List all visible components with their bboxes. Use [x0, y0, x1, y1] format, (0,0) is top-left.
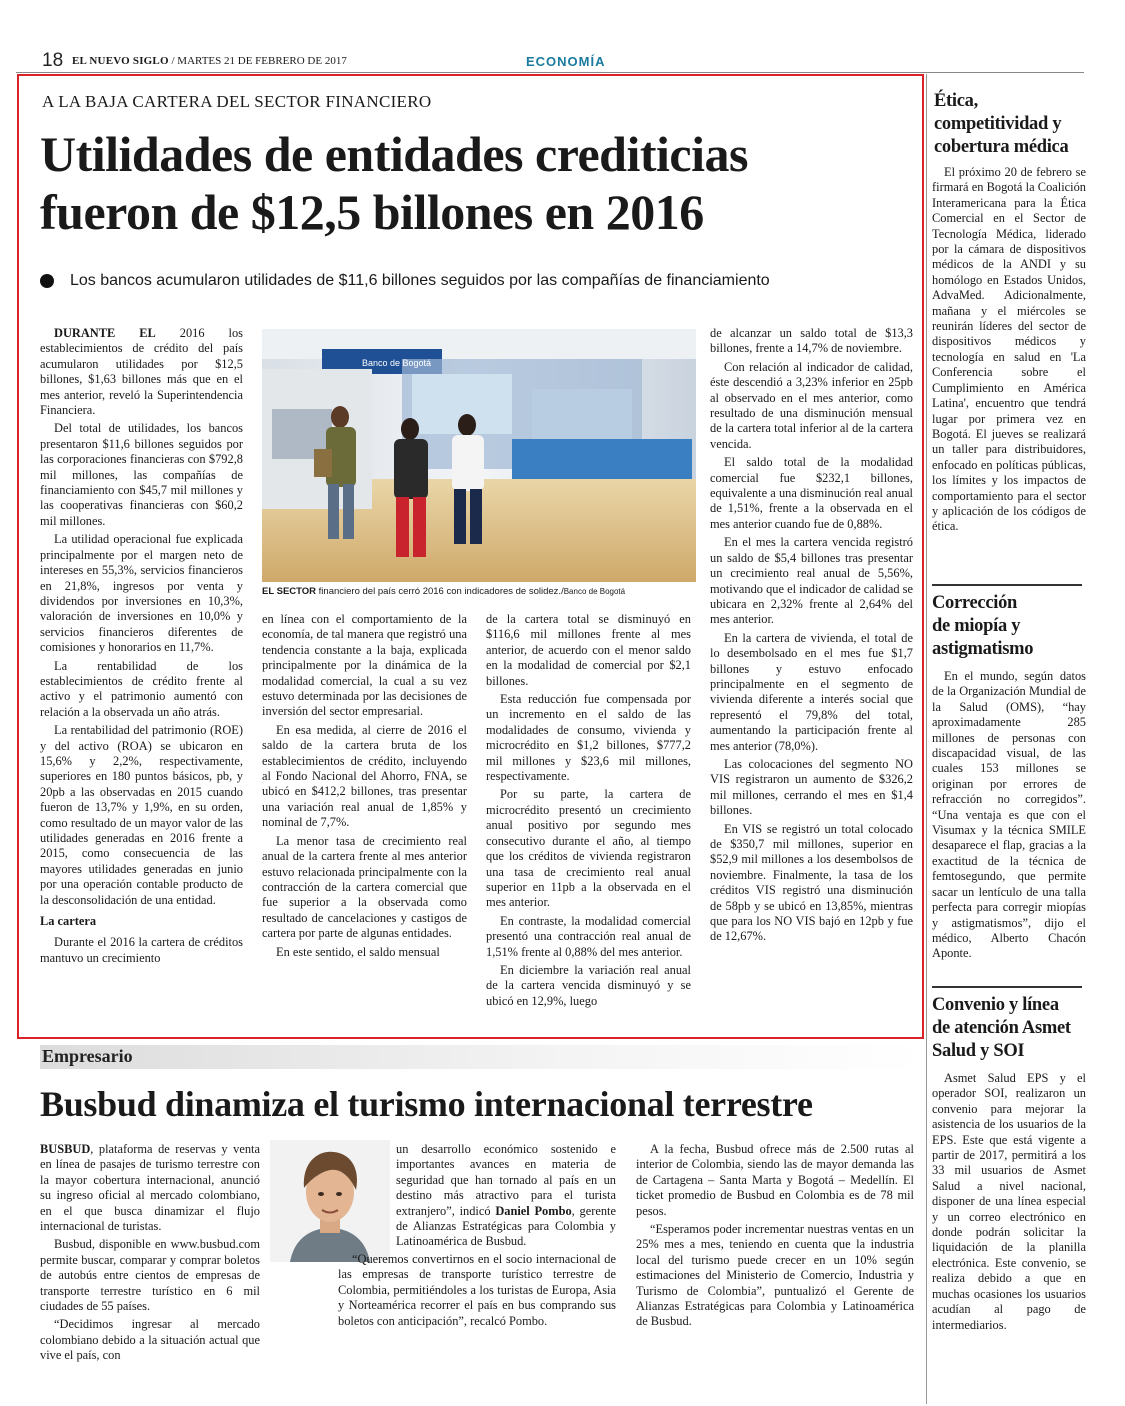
header-rule	[16, 72, 1084, 73]
paragraph: Las colocaciones del segmento NO VIS registraron un aumento de $326,2 mil millones, cerrando el mes en $1,4 billones.	[710, 756, 913, 818]
person-name: Daniel Pombo	[495, 1203, 572, 1218]
paragraph: En la cartera de vivienda, el total de lo desembolsado en el mes fue $1,7 billones y estuvo enfocado principalmente en el segmento de vivienda diferente a interés social que representó el 79,8% del total, aumentando la participación frente al mes anterior (78,0%).	[710, 630, 913, 753]
deck-text: Los bancos acumularon utilidades de $11,6 billones seguidos por las compañías de financiamiento	[70, 272, 770, 289]
article-column-4	[710, 326, 913, 948]
paragraph: Esta reducción fue compensada por un incremento en el saldo de las modalidades de consumo, vivienda y microcrédito en $1,2 billones, $777,2 mil millones y $23,6 mil millones, respectivamente.	[486, 692, 691, 784]
section-label: ECONOMÍA	[526, 54, 606, 69]
article-photo	[262, 329, 696, 582]
sidebar-title	[928, 592, 1088, 661]
article-column-1	[40, 326, 243, 969]
portrait-photo	[270, 1140, 390, 1262]
paragraph: En el mes la cartera vencida registró un saldo de $5,4 billones tras presentar un crecimiento real anual de 5,56%, motivando que el indicador de calidad se ubicara en 2,32% frente al 2,64% del mes anterior.	[710, 535, 913, 627]
paragraph: Con relación al indicador de calidad, éste descendió a 3,23% inferior en 25pb al observado en el mes anterior, como resultado de una disminución mensual de la cartera total inferior al de la cartera vencida.	[710, 359, 913, 451]
paragraph-text: , gerente de Alianzas Estratégicas para Colombia y Latinoamérica de Busbud.	[396, 1203, 616, 1249]
paragraph: En contraste, la modalidad comercial presentó una contracción real anual de 1,51% frente al 0,88% del mes anterior.	[486, 913, 691, 959]
article-deck	[40, 272, 920, 290]
paragraph: de la cartera total se disminuyó en $116,6 mil millones frente al mes anterior, de acuerdo con el menor saldo en la modalidad de comercial por $2,1 billones.	[486, 612, 691, 688]
paragraph-text: un desarrollo económico sostenido e importantes avances en materia de seguridad que han tornado al país en un destino más atractivo para el turista extranjero”, indicó	[396, 1142, 616, 1218]
sidebar-title	[928, 90, 1088, 159]
sidebar-text	[928, 159, 1086, 535]
bank-sign-text: Banco de Bogotá	[362, 358, 432, 368]
title-line: cobertura médica	[934, 137, 1069, 157]
title-line: astigmatismo	[932, 639, 1034, 659]
headline-line-1: Utilidades de entidades crediticias	[40, 126, 748, 182]
subheading: La cartera	[40, 914, 97, 929]
photo-credit: Banco de Bogotá	[563, 587, 626, 596]
busbud-column-2-continued	[338, 1252, 616, 1332]
paragraph: Del total de utilidades, los bancos presentaron $11,6 billones seguidos por las corporaciones financieras con $792,8 mil millones, las compañías de financiamiento con $45,7 mil millones y las cooperativas financieras con $60,2 mil millones.	[40, 421, 243, 528]
sidebar-divider	[926, 74, 927, 1404]
headline-line-2: fueron de $12,5 billones en 2016	[40, 184, 704, 240]
portrait-image	[270, 1140, 390, 1262]
paragraph: En diciembre la variación real anual de la cartera vencida disminuyó y se ubicó en 12,9%, luego	[486, 962, 691, 1008]
paper-name: EL NUEVO SIGLO	[72, 55, 169, 67]
section-band	[40, 1045, 922, 1069]
busbud-headline: Busbud dinamiza el turismo internacional terrestre	[40, 1084, 813, 1124]
title-line: Convenio y línea	[932, 995, 1059, 1015]
sidebar-rule	[932, 584, 1082, 586]
sidebar-rule	[932, 986, 1082, 988]
title-line: de atención Asmet	[932, 1018, 1071, 1038]
paragraph: El saldo total de la modalidad comercial fue $232,1 billones, equivalente a una disminución real anual de 1,51%, frente a la observada en el mes anterior cuando fue de 0,88%.	[710, 455, 913, 531]
paragraph: En VIS se registró un total colocado de $350,7 mil millones, superior en $52,9 mil millones a los desembolsos de noviembre. Finalmente, la tasa de los créditos VIS registró una disminución de 58pb y se ubicó en 13,85%, mientras que para los NO VIS bajó en 12pb y fue de 12,67%.	[710, 821, 913, 944]
paragraph: En el mundo, según datos de la Organización Mundial de la Salud (OMS), “hay aproximadamente 285 millones de personas con discapacidad visual, de las cuales 153 millones se originan por errores de refracción no corregidos”. “Una ventaja es que con el Visumax y la técnica SMILE desaparece el flap, gracias a la exactitud de la técnica de femtosegundo, que permite sacar un lentículo de una talla perfecta para corregir miopías y astigmatismos”, dijo el médico, Alberto Chacón Aponte.	[932, 669, 1086, 961]
paragraph	[40, 1142, 260, 1234]
paragraph: El próximo 20 de febrero se firmará en Bogotá la Coalición Interamericana para la Ética Comercial en el Sector de Tecnología Médica, liderado por la cámara de dispositivos médicos de la ANDI y su homólogo en Estados Unidos, AdvaMed. Adicionalmente, mañana y el miércoles se reunirán líderes del sector de dispositivos médicos y tecnología en salud en 'La Conferencia sobre el Cumplimiento en América Latina', encuentro que tendrá lugar por primera vez en Bogotá. El jueves se realizará un taller para distribuidores, enfocado en políticas públicas, los límites y los impactos de comportamiento para el sector y aplicación de los códigos de ética.	[932, 165, 1086, 534]
paragraph: Por su parte, la cartera de microcrédito presentó un crecimiento anual positivo por segundo mes consecutivo durante el año, al tiempo que los créditos de vivienda registraron una tasa de crecimiento real anual superior en 11pb a la observada en el mes anterior.	[486, 787, 691, 910]
paragraph: A la fecha, Busbud ofrece más de 2.500 rutas al interior de Colombia, siendo las de mayor demanda las de Cartagena – Santa Marta y Bogotá – Medellín. El ticket promedio de Busbud en Colombia es de 78 mil pesos.	[636, 1142, 914, 1218]
article-column-2	[262, 612, 467, 963]
sidebar-title	[928, 994, 1088, 1063]
busbud-column-1	[40, 1142, 260, 1367]
paragraph: La menor tasa de crecimiento real anual de la cartera frente al mes anterior estuvo relacionada principalmente con la contracción de la cartera comercial que fue superior a la observada como resultado de cancelaciones y castigos de cartera por parte de algunas entidades.	[262, 833, 467, 941]
sidebar-item-1	[928, 90, 1088, 535]
issue-date: / MARTES 21 DE FEBRERO DE 2017	[171, 55, 347, 67]
article-kicker: A LA BAJA CARTERA DEL SECTOR FINANCIERO	[42, 92, 432, 111]
sidebar-text	[928, 661, 1086, 962]
paragraph: “Queremos convertirnos en el socio internacional de las empresas de transporte turístico terrestre de Colombia, permitiéndoles a los turistas de Europa, Asia y Norteamérica recorrer el país en bus comprando sus boletos con anticipación”, recalcó Pombo.	[338, 1252, 616, 1328]
article-column-3	[486, 612, 691, 1012]
paragraph: Busbud, disponible en www.busbud.com permite buscar, comparar y comprar boletos de autobús entre cientos de empresas de transporte terrestre turístico en 6 mil ciudades de 55 países.	[40, 1237, 260, 1314]
paragraph: “Esperamos poder incrementar nuestras ventas en un 25% mes a mes, teniendo en cuenta que la industria local del turismo puede crecer en un 10% según estimaciones del Ministerio de Comercio, Industria y Turismo de Colombia”, puntualizó el Gerente de Alianzas Estratégicas para Colombia y Latinoamérica de Busbud.	[636, 1222, 914, 1329]
paragraph: “Decidimos ingresar al mercado colombiano debido a la situación actual que vive el país, con	[40, 1317, 260, 1363]
sidebar-item-3	[928, 994, 1088, 1333]
paragraph: de alcanzar un saldo total de $13,3 billones, frente a 14,7% de noviembre.	[710, 326, 913, 356]
paragraph: En este sentido, el saldo mensual	[276, 944, 440, 959]
busbud-column-2	[396, 1142, 616, 1253]
section-label-empresario: Empresario	[42, 1046, 133, 1066]
paragraph: Durante el 2016 la cartera de créditos mantuvo un crecimiento	[40, 935, 243, 965]
title-line: Ética,	[934, 91, 978, 111]
paragraph: La rentabilidad de los establecimientos de crédito frente al activo y el patrimonio aumentó con relación a la observada un año atrás.	[40, 658, 243, 719]
lead-in: DURANTE EL	[54, 326, 156, 340]
bank-interior-photo	[262, 329, 696, 582]
article-headline	[40, 125, 920, 241]
sidebar-text	[928, 1063, 1086, 1333]
title-line: Corrección	[932, 593, 1018, 613]
caption-lead: EL SECTOR	[262, 586, 317, 597]
paragraph: En esa medida, al cierre de 2016 el saldo de la cartera bruta de los establecimientos de crédito, incluyendo al Fondo Nacional del Ahorro, FNA, se ubicó en $412,2 billones, tras presentar una variación real anual de 1,85% y nominal de 7,7%.	[262, 722, 467, 830]
paragraph: La rentabilidad del patrimonio (ROE) y del activo (ROA) se ubicaron en 15,6% y 2,2%, respectivamente, superiores en 180 puntos básicos, pb, y 20pb a las observadas en 2015 cuando fueron de 13,7% y 1,9%, en su orden, como resultado de un mayor valor de las utilidades generadas en 2016 frente a 2015, como consecuencia de las mayores utilidades generadas en junio por una operación contable producto de la desconsolidación de una entidad.	[40, 723, 243, 907]
paragraph: en línea con el comportamiento de la economía, de tal manera que registró una tendencia constante a la baja, explicada principalmente por la dinámica de la modalidad comercial, la cual a su vez estuvo determinada por las decisiones de inversión del sector empresarial.	[262, 612, 467, 719]
paragraph	[396, 1142, 616, 1250]
paragraph-text: 2016 los establecimientos de crédito del país acumularon utilidades por $12,5 billones, $1,63 billones más que en el mes anterior, reveló la Superintendencia Financiera.	[40, 326, 244, 418]
bullet-icon	[40, 274, 54, 288]
paragraph	[40, 326, 243, 418]
masthead	[72, 55, 347, 67]
paragraph: La utilidad operacional fue explicada principalmente por el margen neto de intereses en 55,3%, servicios financieros en 21,8%, ingresos por venta y dividendos por inversiones en 10,3%, valoración de inversiones en 10,0% y servicios financieros diferentes de comisiones y honorarios en 11,7%.	[40, 532, 243, 655]
busbud-column-3	[636, 1142, 914, 1333]
paragraph-text: , plataforma de reservas y venta en línea de pasajes de turismo terrestre con la mayor cobertura internacional, anunció su ingreso oficial al mercado colombiano, en el que busca dinamizar el flujo internacional de turistas.	[40, 1142, 260, 1234]
title-line: de miopía y	[932, 616, 1021, 636]
paragraph: Asmet Salud EPS y el operador SOI, realizaron un convenio para mejorar la asistencia de los usuarios de la EPS. Este que está vigente a partir de 2017, permitirá a los 33 mil usuarios de Asmet Salud a nivel nacional, disponer de una línea especial y un correo electrónico en donde podrán solicitar la liquidación de la planilla electrónica. Este convenio, se realiza debido a que en muchas ocasiones los usuarios acudían al pago de intermediarios.	[932, 1071, 1086, 1332]
sidebar-item-2	[928, 592, 1088, 962]
caption-text: financiero del país cerró 2016 con indicadores de solidez./	[316, 586, 564, 597]
lead-in: BUSBUD	[40, 1142, 91, 1156]
title-line: Salud y SOI	[932, 1041, 1025, 1061]
page-number: 18	[42, 50, 64, 71]
title-line: competitividad y	[934, 114, 1062, 134]
photo-caption	[262, 586, 698, 597]
